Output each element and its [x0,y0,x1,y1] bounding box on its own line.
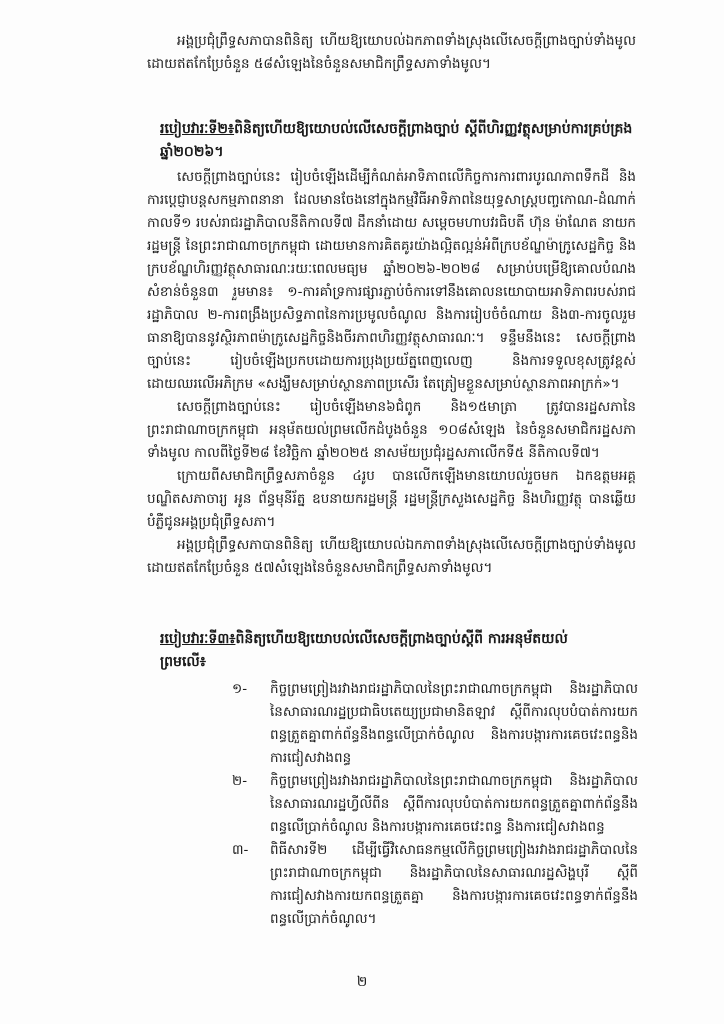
list-text: កិច្ចព្រមព្រៀងរវាងរាជរដ្ឋាភិបាលនៃព្រះរាជាណាចក្រកម្ពុជា និងរដ្ឋាភិបាលនៃសាធារណរដ្ឋហ្វីលីពីន ស្តីពីការលុបបំបាត់ការយកពន្ធត្រួតគ្នាពាក់ព័ន្ធនឹងពន្ធលើប្រាក់ចំណូល និងការបង្ការការគេចវេះពន្ធ និងការជៀសវាងពន្ធ [270,773,638,835]
paragraph: អង្គប្រជុំព្រឹទ្ធសភាបានពិនិត្យ ហើយឱ្យយោបល់ឯកភាពទាំងស្រុងលើសេចក្តីព្រាងច្បាប់ទាំងមូលដោយឥតកែប្រែចំនួន ៥៨សំឡេងនៃចំនួនសមាជិកព្រឹទ្ធសភាទាំងមូល។ [147,33,636,72]
list-text: កិច្ចព្រមព្រៀងរវាងរាជរដ្ឋាភិបាលនៃព្រះរាជាណាចក្រកម្ពុជា និងរដ្ឋាភិបាលនៃសាធារណរដ្ឋប្រជាធិបតេយ្យប្រជាមានិតឡាវ ស្តីពីការលុបបំបាត់ការយកពន្ធត្រួតគ្នាពាក់ព័ន្ធនឹងពន្ធលើប្រាក់ចំណូល និងការបង្ការការគេចវេះពន្ធនិងការជៀសវាងពន្ធ [270,681,638,766]
top-paragraph-block [0,30,724,76]
list-number: ១- [232,681,248,697]
agenda-heading [160,118,634,164]
list-number: ៣- [232,842,249,858]
agenda-label: របៀបវារៈទី២៖ [160,121,235,137]
list-item [232,839,638,931]
list-text: ពិធីសារទី២ ដើម្បីធ្វើវិសោធនកម្មលើកិច្ចព្រមព្រៀងរវាងរាជរដ្ឋាភិបាលនៃព្រះរាជាណាចក្រកម្ពុជា និងរដ្ឋាភិបាលនៃសាធារណរដ្ឋសិង្ហបុរី ស្តីពីការជៀសវាងការយកពន្ធត្រួតគ្នា និងការបង្ការការគេចវេះពន្ធទាក់ព័ន្ធនឹងពន្ធលើប្រាក់ចំណូល។ [270,842,638,927]
agenda-title: ពិនិត្យហើយឱ្យយោបល់លើសេចក្តីព្រាងច្បាប់ ស្តីពីហិរញ្ញវត្ថុសម្រាប់ការគ្រប់គ្រងឆ្នាំ២០២៦។ [160,121,633,160]
list-item [232,770,638,839]
list-number: ២- [232,773,248,789]
agenda-3-heading [0,628,724,674]
agenda-title: ពិនិត្យហើយឱ្យយោបល់លើសេចក្តីព្រាងច្បាប់ស្តីពី ការអនុម័តយល់ព្រមលើ៖ [160,631,568,670]
agenda-2-body [0,166,724,580]
agenda-2-heading [0,118,724,164]
agenda-3-list [0,678,724,931]
page-number: ២ [356,974,368,990]
agenda-heading [160,628,574,674]
list-item [232,678,638,770]
agenda-label: របៀបវារៈទី៣៖ [160,631,236,647]
paragraph: អង្គប្រជុំព្រឹទ្ធសភាបានពិនិត្យ ហើយឱ្យយោបល់ឯកភាពទាំងស្រុងលើសេចក្តីព្រាងច្បាប់ទាំងមូលដោយឥតកែប្រែចំនួន ៥៧សំឡេងនៃចំនួនសមាជិកព្រឹទ្ធសភាទាំងមូល។ [147,537,636,576]
paragraph: សេចក្តីព្រាងច្បាប់នេះ រៀបចំឡើងដើម្បីកំណត់អាទិភាពលើកិច្ចការការពារបូរណភាពទឹកដី និងការប្តេជ្ញាបន្តសកម្មភាពនានា ដែលមានចែងនៅក្នុងកម្មវិធីអាទិភាពនៃយុទ្ធសាស្ត្របញ្ចកោណ-ដំណាក់កាលទី១ របស់រាជរដ្ឋាភិបាលនីតិកាលទី៧ ដឹកនាំដោយ សម្តេចមហាបវរធិបតី ហ៊ុន ម៉ាណែត នាយករដ្ឋមន្ត្រី នៃព្រះរាជាណាចក្រកម្ពុជា ដោយមានការគិតគូរយ៉ាងល្អិតល្អន់អំពីក្របខ័ណ្ឌម៉ាក្រូសេដ្ឋកិច្ច និងក្របខ័ណ្ឌហិរញ្ញវត្ថុសាធារណៈរយៈពេលមធ្យម ឆ្នាំ២០២៦-២០២៨ សម្រាប់បម្រើឱ្យគោលបំណងសំខាន់ចំនួន៣ រួមមាន៖ ១-ការគាំទ្រការផ្សារភ្ជាប់ចំការទៅនឹងគោលនយោបាយអាទិភាពរបស់រាជរដ្ឋាភិបាល ២-ការពង្រឹងប្រសិទ្ធភាពនៃការប្រមូលចំណូល និងការរៀបចំចំណាយ និង៣-ការចូលរួមធានាឱ្យបាននូវស្ថិរភាពម៉ាក្រូសេដ្ឋកិច្ចនិងចីរភាពហិរញ្ញវត្ថុសាធារណៈ។ ទន្ទឹមនឹងនេះ សេចក្តីព្រាងច្បាប់នេះ រៀបចំឡើងប្រកបដោយការប្រុងប្រយ័ត្នពេញលេញ និងការទទួលខុសត្រូវខ្ពស់ដោយឈរលើអភិក្រម «សង្ឃឹមសម្រាប់ស្ថានភាពប្រសើរ តែត្រៀមខ្លួនសម្រាប់ស្ថានភាពអាក្រក់»។ [147,169,636,392]
paragraph: ក្រោយពីសមាជិកព្រឹទ្ធសភាចំនួន ៤រូប បានលើកឡើងមានយោបល់រួចមក ឯកឧត្តមអគ្គបណ្ឌិតសភាចារ្យ អូន ព័ន្ធមុនីរ័ត្ន ឧបនាយករដ្ឋមន្ត្រី រដ្ឋមន្ត្រីក្រសួងសេដ្ឋកិច្ច និងហិរញ្ញវត្ថុ បានឆ្លើយបំភ្លឺជូនអង្គប្រជុំព្រឹទ្ធសភា។ [147,468,636,530]
paragraph: សេចក្តីព្រាងច្បាប់នេះ រៀបចំឡើងមាន៦ជំពូក និង១៥មាត្រា ត្រូវបានរដ្ឋសភានៃព្រះរាជាណាចក្រកម្ពុជា អនុម័តយល់ព្រមលើកដំបូងចំនួន ១០៨សំឡេង នៃចំនួនសមាជិករដ្ឋសភាទាំងមូល កាលពីថ្ងៃទី២៨ ខែវិច្ឆិកា ឆ្នាំ២០២៥ នាសម័យប្រជុំរដ្ឋសភាលើកទី៥ នីតិកាលទី៧។ [147,399,636,461]
